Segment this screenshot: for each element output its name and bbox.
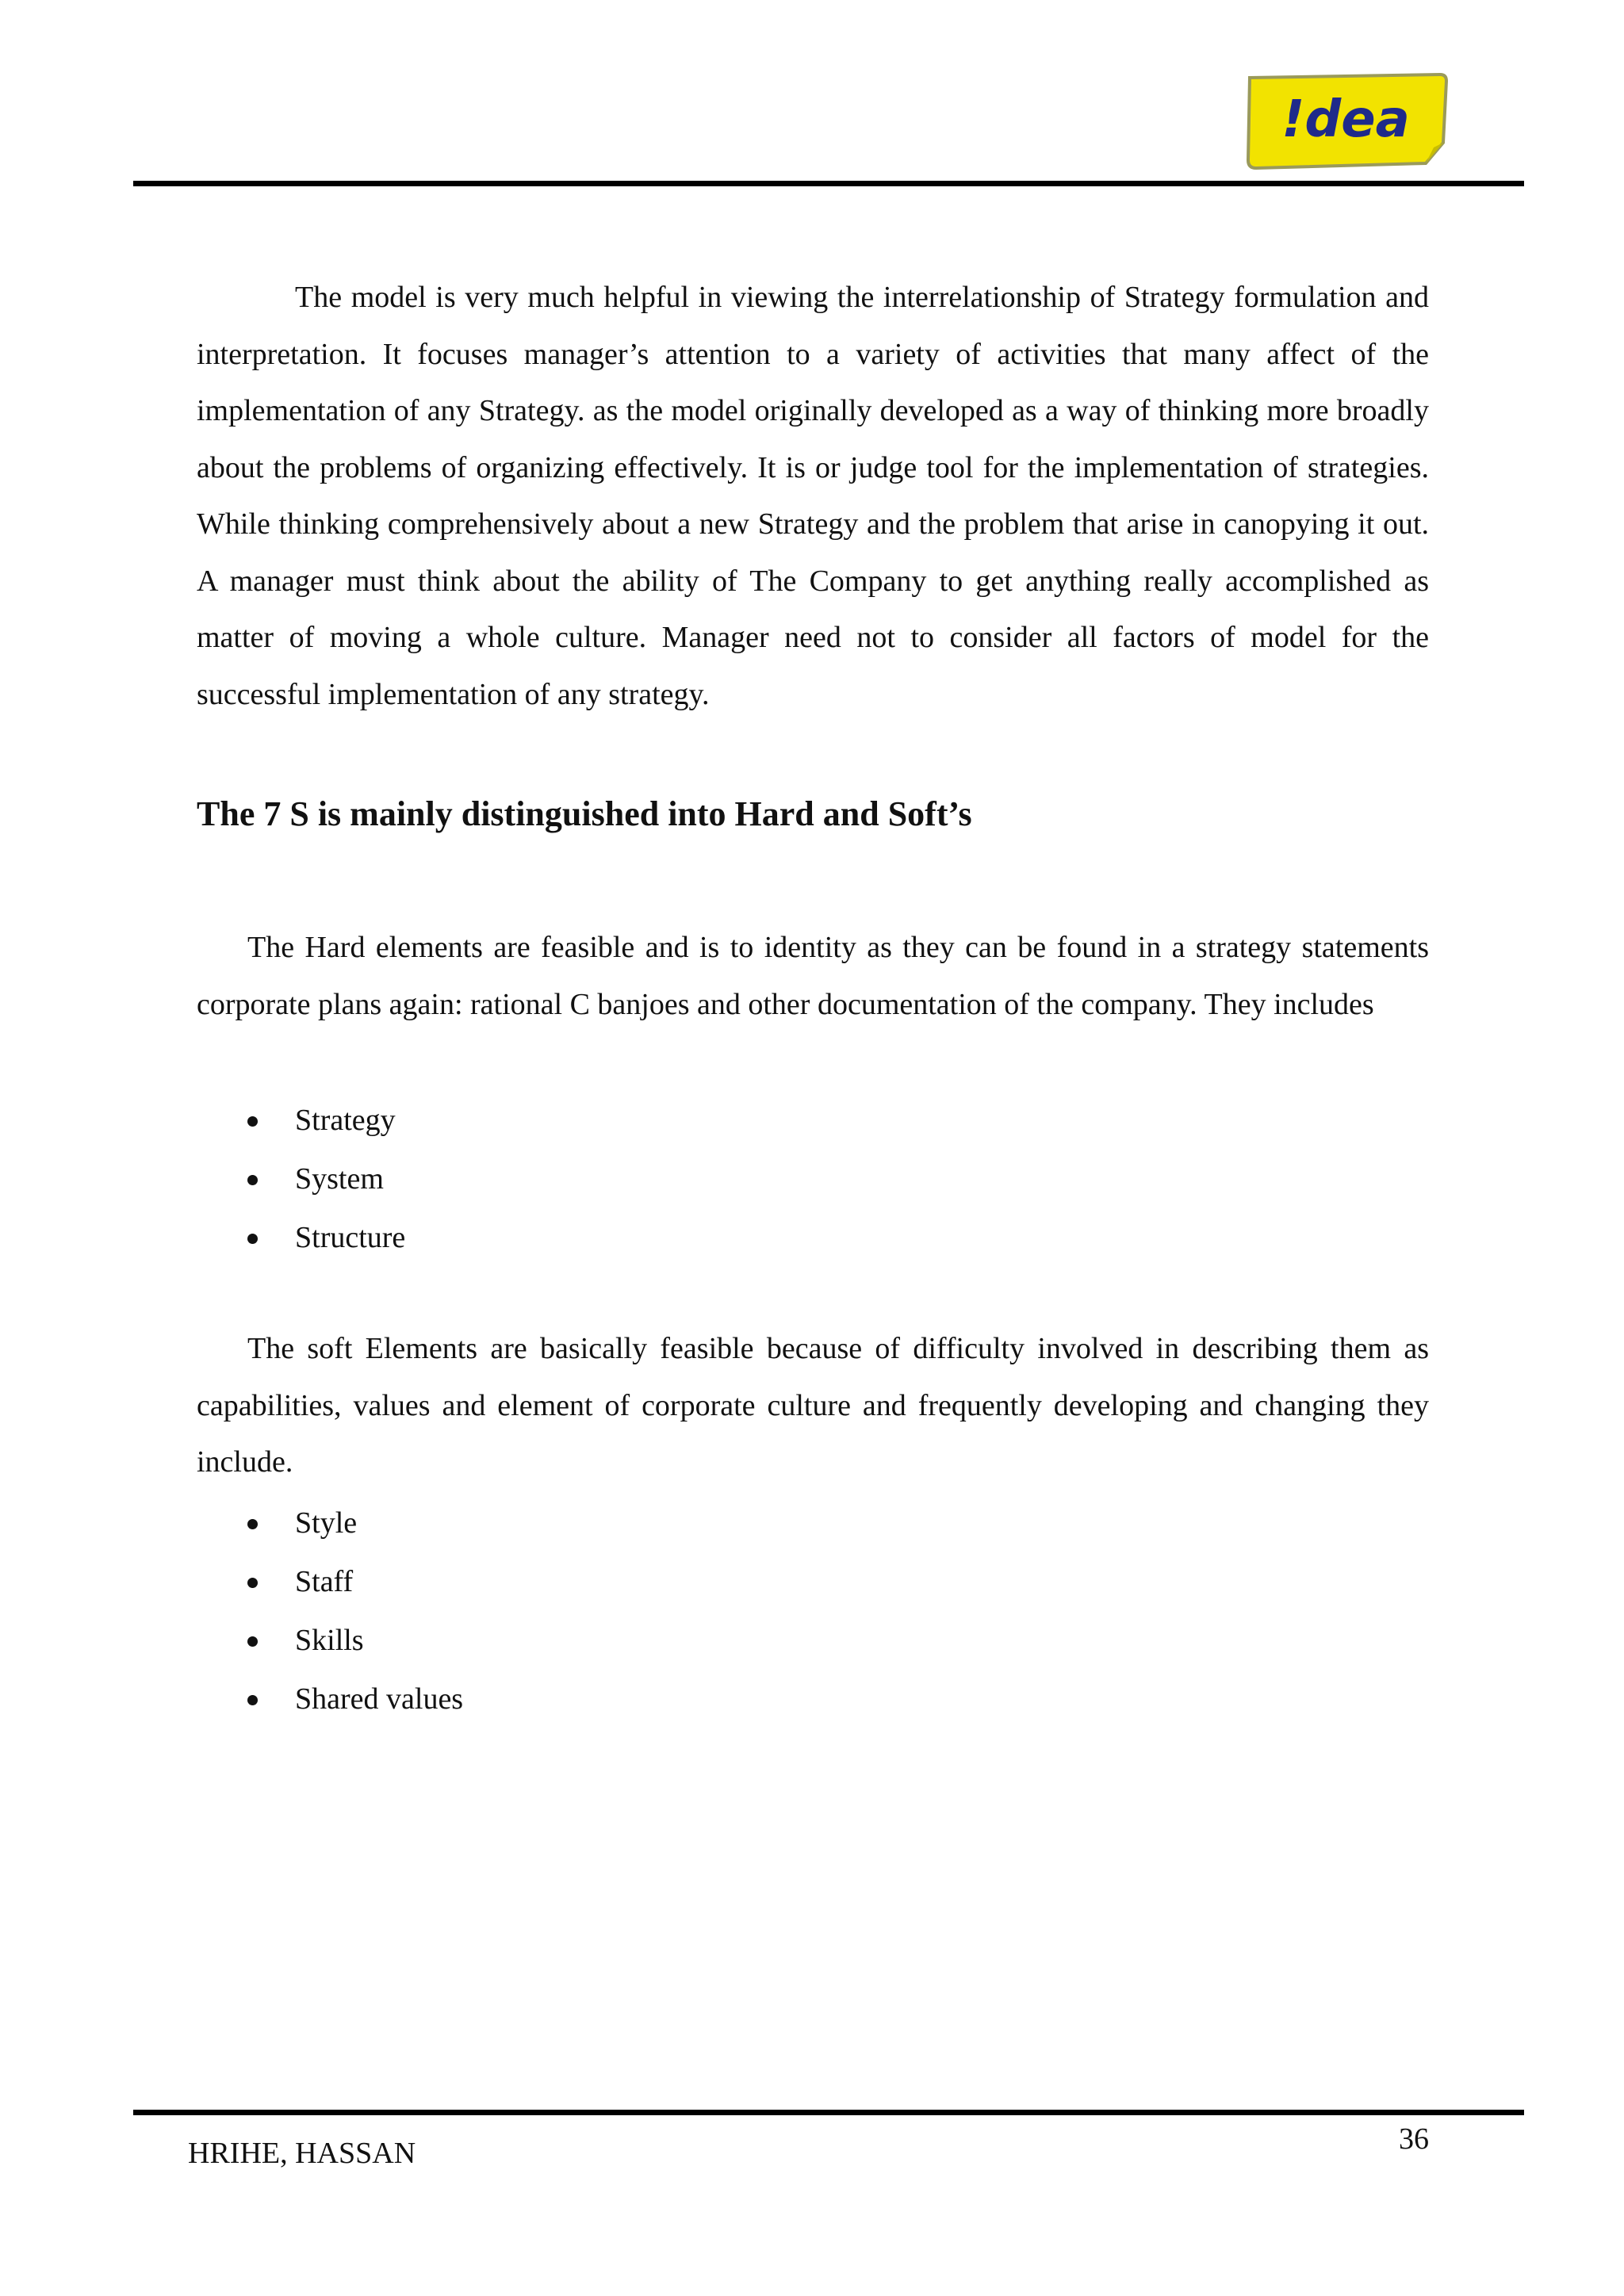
- logo-wordmark: !dea: [1281, 90, 1410, 149]
- idea-logo: [1239, 70, 1451, 173]
- soft-elements-paragraph: The soft Elements are basically feasible because of difficulty involved in describing them as capabilities, values and element of corporate culture and frequently developing and changing they include.: [197, 1332, 1429, 1479]
- list-item-label: System: [295, 1162, 384, 1196]
- hard-elements-paragraph: The Hard elements are feasible and is to identity as they can be found in a strategy statements corporate plans again: rational C banjoes and other documentation of the company. They includes: [197, 931, 1429, 1021]
- hard-elements-list: [197, 1091, 405, 1267]
- list-item-label: Staff: [295, 1565, 354, 1598]
- list-item-label: Strategy: [295, 1104, 396, 1137]
- bullet-icon: [247, 1578, 258, 1588]
- bullet-icon: [247, 1116, 258, 1127]
- list-item: [197, 1091, 405, 1150]
- bullet-icon: [247, 1519, 258, 1529]
- list-item-label: Shared values: [295, 1682, 464, 1716]
- header-rule: [133, 181, 1524, 186]
- soft-elements-list: [197, 1494, 463, 1728]
- intro-paragraph: The model is very much helpful in viewing the interrelationship of Strategy formulation and interpretation. It focuses manager’s attention to a variety of activities that many affect of the implementation of any Strategy. as the model originally developed as a way of thinking more broadly about the problems of organizing effectively. It is or judge tool for the implementation of strategies. While thinking comprehensively about a new Strategy and the problem that arise in canopying it out. A manager must think about the ability of The Company to get anything really accomplished as matter of moving a whole culture. Manager need not to consider all factors of model for the successful implementation of any strategy.: [197, 281, 1429, 711]
- section-heading: The 7 S is mainly distinguished into Hard and Soft’s: [197, 794, 972, 833]
- bullet-icon: [247, 1636, 258, 1647]
- list-item-label: Style: [295, 1506, 358, 1540]
- list-item: [197, 1611, 463, 1670]
- footer-rule: [133, 2110, 1524, 2115]
- list-item: [197, 1670, 463, 1728]
- bullet-icon: [247, 1695, 258, 1705]
- list-item: [197, 1494, 463, 1552]
- list-item: [197, 1150, 405, 1208]
- footer-author: HRIHE, HASSAN: [188, 2137, 416, 2170]
- page-number: 36: [1399, 2122, 1429, 2156]
- bullet-icon: [247, 1234, 258, 1244]
- list-item-label: Skills: [295, 1624, 364, 1657]
- list-item-label: Structure: [295, 1221, 406, 1254]
- bullet-icon: [247, 1175, 258, 1185]
- list-item: [197, 1208, 405, 1267]
- list-item: [197, 1552, 463, 1611]
